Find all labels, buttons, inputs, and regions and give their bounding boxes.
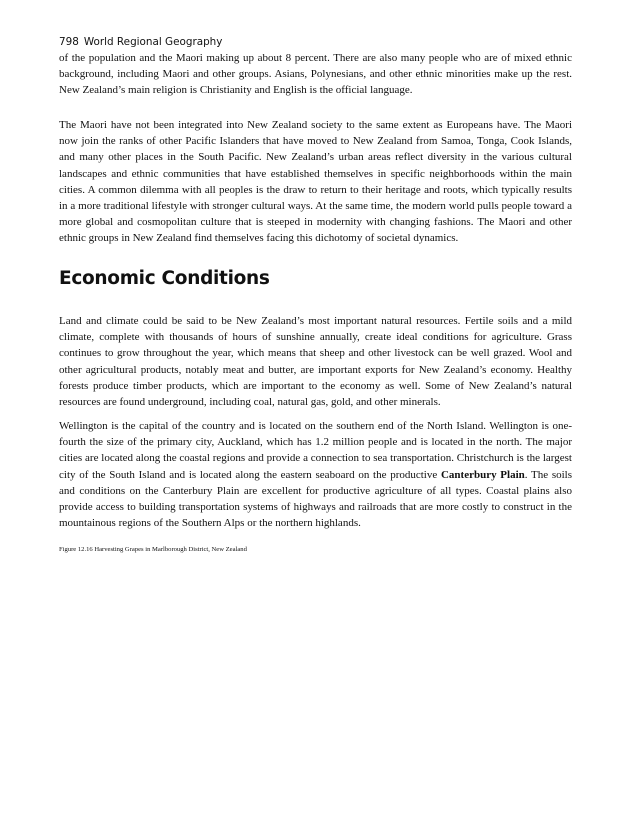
page-number: 798 <box>59 36 79 48</box>
paragraph-text-end: . The soils and conditions on the Canterbury Plain are excellent for productive agriculture of all types. Coastal plains also provide access to building transportation systems of highways and railroads that are more costly to construct in the mountainous regions of the Southern Alps or the northern highlands. <box>59 468 573 530</box>
book-title: World Regional Geography <box>83 36 223 48</box>
paragraph-wellington <box>59 418 572 531</box>
paragraph-land-and-climate: Land and climate could be said to be New Zealand’s most important natural resources. Fertile soils and a mild climate, complete with thousands of hours of sunshine annually, create ideal conditions for agriculture. Grass continues to grow throughout the year, which means that sheep and other livestock can be well grazed. Wool and other agricultural products, notably meat and butter, are important exports for New Zealand’s economy. Healthy forests produce timber products, which are important to the economy as well. Some of New Zealand’s natural resources are found underground, including coal, natural gas, gold, and other minerals. <box>59 315 572 409</box>
key-term-canterbury-plain: Canterbury Plain <box>440 468 525 481</box>
paragraph-population: of the population and the Maori making up about 8 percent. There are also many people who are of mixed ethnic background, including Maori and other groups. Asians, Polynesians, and other ethnic minorities make up the rest. New Zealand’s main religion is Christianity and English is the official language. <box>59 52 572 97</box>
section-heading-economic-conditions: Economic Conditions <box>59 268 270 289</box>
running-header <box>59 36 222 48</box>
paragraph-text-start: Wellington is the capital of the country and is located on the southern end of the North Island. Wellington is one-fourth the size of the primary city, Auckland, which has 1.2 million people and is located in the north. The major cities are located along the coastal regions and provide a connection to sea transportation. Christchurch is the largest city of the South Island and is located along the eastern seaboard on the productive <box>59 420 572 481</box>
figure-caption: Figure 12.16 Harvesting Grapes in Marlborough District, New Zealand <box>59 546 247 553</box>
paragraph-maori-integration: The Maori have not been integrated into New Zealand society to the same extent as Europeans have. The Maori now join the ranks of other Pacific Islanders that have moved to New Zealand from Samoa, Tonga, Cook Islands, and many other places in the South Pacific. New Zealand’s urban areas reflect diversity in the various cultural landscapes and ethnic communities that have established themselves in specific neighborhoods within the main cities. A common dilemma with all peoples is the draw to return to their heritage and roots, which typically results in a more traditional lifestyle with stronger cultural ways. At the same time, the modern world pulls people toward a more global and cosmopolitan culture that is steeped in modernity with changing fashions. The Maori and other ethnic groups in New Zealand find themselves facing this dichotomy of societal dynamics. <box>59 119 572 245</box>
